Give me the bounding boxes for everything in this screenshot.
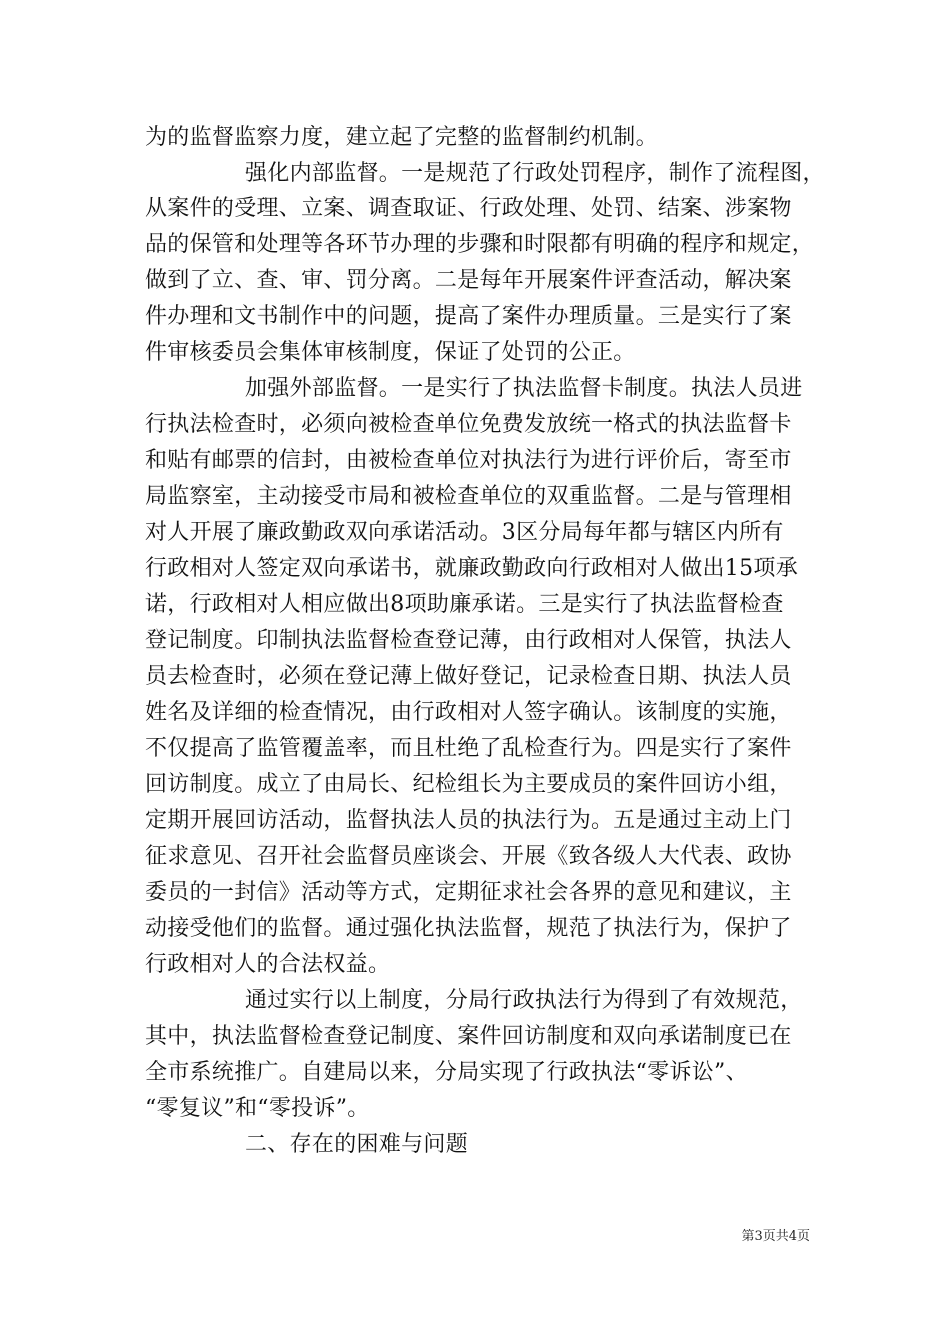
text-line: 行政相对人签定双向承诺书，就廉政勤政向行政相对人做出15项承 [145,556,798,581]
text-line: “零复议”和“零投诉”。 [145,1096,370,1121]
text-line: 登记制度。印制执法监督检查登记薄，由行政相对人保管，执法人 [145,628,792,653]
text-line: 件审核委员会集体审核制度，保证了处罚的公正。 [145,340,636,365]
text-line: 动接受他们的监督。通过强化执法监督，规范了执法行为，保护了 [145,916,792,941]
text-line: 行政相对人的合法权益。 [145,952,391,977]
text-line: 回访制度。成立了由局长、纪检组长为主要成员的案件回访小组， [145,772,792,797]
text-line: 从案件的受理、立案、调查取证、行政处理、处罚、结案、涉案物 [145,196,792,221]
text-line: 征求意见、召开社会监督员座谈会、开展《致各级人大代表、政协 [145,844,792,869]
text-line: 对人开展了廉政勤政双向承诺活动。3区分局每年都与辖区内所有 [145,520,784,545]
paragraph-start-line: 强化内部监督。一是规范了行政处罚程序，制作了流程图， [245,161,825,186]
text-line: 姓名及详细的检查情况，由行政相对人签字确认。该制度的实施， [145,700,792,725]
text-line: 不仅提高了监管覆盖率，而且杜绝了乱检查行为。四是实行了案件 [145,736,792,761]
text-line: 其中，执法监督检查登记制度、案件回访制度和双向承诺制度已在 [145,1024,792,1049]
text-line: 行执法检查时，必须向被检查单位免费发放统一格式的执法监督卡 [145,412,792,437]
text-line: 件办理和文书制作中的问题，提高了案件办理质量。三是实行了案 [145,304,792,329]
text-line: 和贴有邮票的信封，由被检查单位对执法行为进行评价后，寄至市 [145,448,792,473]
text-line: 局监察室，主动接受市局和被检查单位的双重监督。二是与管理相 [145,484,792,509]
text-line: 做到了立、查、审、罚分离。二是每年开展案件评查活动，解决案 [145,268,792,293]
text-line: 诺，行政相对人相应做出8项助廉承诺。三是实行了执法监督检查 [145,592,784,617]
text-line: 定期开展回访活动，监督执法人员的执法行为。五是通过主动上门 [145,808,792,833]
section-heading: 二、存在的困难与问题 [245,1132,469,1157]
text-line: 全市系统推广。自建局以来，分局实现了行政执法“零诉讼”、 [145,1060,748,1085]
paragraph-start-line: 通过实行以上制度，分局行政执法行为得到了有效规范， [245,988,803,1013]
paragraph-start-line: 加强外部监督。一是实行了执法监督卡制度。执法人员进 [245,376,803,401]
text-line: 品的保管和处理等各环节办理的步骤和时限都有明确的程序和规定， [145,232,815,257]
text-line: 为的监督监察力度，建立起了完整的监督制约机制。 [145,125,658,150]
text-line: 委员的一封信》活动等方式，定期征求社会各界的意见和建议，主 [145,880,792,905]
page-number-footer: 第3页共4页 [741,1229,810,1244]
text-line: 员去检查时，必须在登记薄上做好登记，记录检查日期、执法人员 [145,664,792,689]
